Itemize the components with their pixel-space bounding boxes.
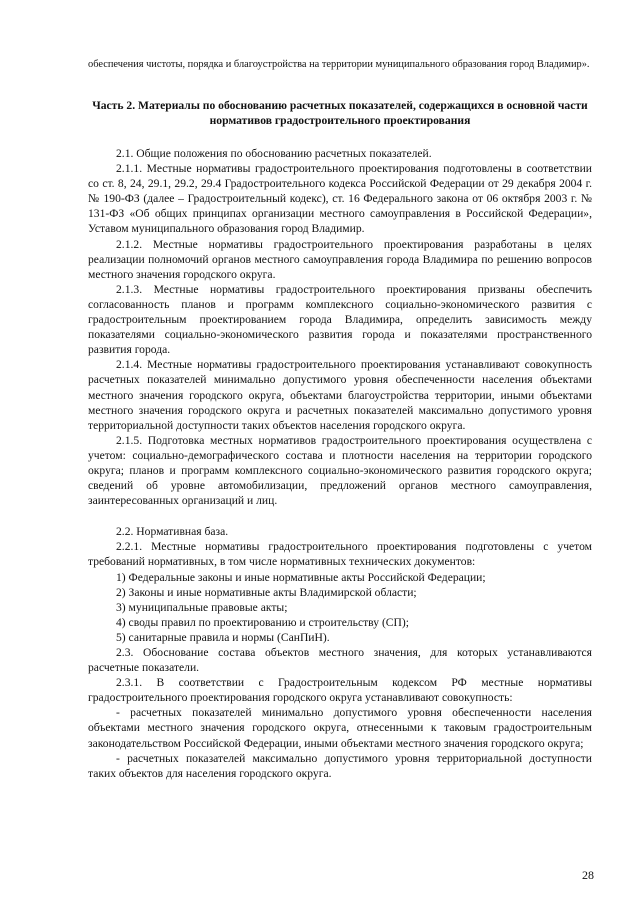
paragraph-2-1: 2.1. Общие положения по обоснованию расчетных показателей. [116,147,432,160]
section-heading: Часть 2. Материалы по обоснованию расчетных показателей, содержащихся в основной части нормативов градостроительного проектирования [92,99,588,127]
list-item-5: 5) санитарные правила и нормы (СанПиН). [116,630,330,644]
paragraph-2-2: 2.2. Нормативная база. [116,525,229,539]
paragraph-2-1-4: 2.1.4. Местные нормативы градостроительного проектирования устанавливают совокупность расчетных показателей минимально допустимого уровня обеспеченности населения объектами местного значения городского округа, объектами благоустройства территории, иными объектами местного значения городского округа и расчетных показателей максимально допустимого уровня территориальной доступности таких объектов населения городского округа. [88,358,592,432]
dash-item-1: - расчетных показателей минимально допустимого уровня обеспеченности населения объектами местного значения городского округа, отнесенными к таковым градостроительным законодательством Российской Федерации, иными объектами местного значения городского округа; [88,706,592,750]
paragraph-2-3: 2.3. Обоснование состава объектов местного значения, для которых устанавливаются расчетные показатели. [88,646,592,675]
paragraph-2-3-1: 2.3.1. В соответствии с Градостроительным кодексом РФ местные нормативы градостроительного проектирования городского округа устанавливают совокупность: [88,676,592,705]
list-item-4: 4) своды правил по проектированию и строительству (СП); [116,615,409,629]
paragraph-2-1-3: 2.1.3. Местные нормативы градостроительного проектирования призваны обеспечить согласованность планов и программ комплексного социально-экономического развития с градостроительным проектированием города Владимира, определить зависимость между показателями социально-экономического развития города и показателями пространственного развития города. [88,282,592,357]
dash-item-2: - расчетных показателей максимально допустимого уровня территориальной доступности таких объектов для населения городского округа. [88,751,592,780]
list-item-3: 3) муниципальные правовые акты; [116,600,288,614]
paragraph-2-2-1: 2.2.1. Местные нормативы градостроительного проектирования подготовлены с учетом требований нормативных, в том числе нормативных технических документов: [88,540,592,569]
continuation-text: обеспечения чистоты, порядка и благоустройства на территории муниципального образования город Владимир». [88,59,590,70]
paragraph-2-1-5: 2.1.5. Подготовка местных нормативов градостроительного проектирования осуществлена с учетом: социально-демографического состава и плотности населения на территории городского округа; планов и программ комплексного социально-экономического развития городского округа; сведений об уровне автомобилизации, предложений органов местного самоуправления, заинтересованных организаций и лиц. [88,433,592,508]
paragraph-2-1-2: 2.1.2. Местные нормативы градостроительного проектирования разработаны в целях реализации полномочий органов местного самоуправления города Владимира по решению вопросов местного значения городского округа. [88,237,592,281]
list-item-2: 2) Законы и иные нормативные акты Владимирской области; [116,585,417,599]
list-item-1: 1) Федеральные законы и иные нормативные акты Российской Федерации; [116,570,486,584]
page-number: 28 [582,868,594,882]
paragraph-2-1-1: 2.1.1. Местные нормативы градостроительного проектирования подготовлены в соответствии со ст. 8, 24, 29.1, 29.2, 29.4 Градостроительного кодекса Российской Федерации от 29 декабря 2004 г. № 190-ФЗ (далее – Градостроительный кодекс), ст. 16 Федерального закона от 06 октября 2003 г. № 131-ФЗ «Об общих принципах организации местного самоуправления в Российской Федерации», Уставом муниципального образования город Владимир. [88,162,592,236]
